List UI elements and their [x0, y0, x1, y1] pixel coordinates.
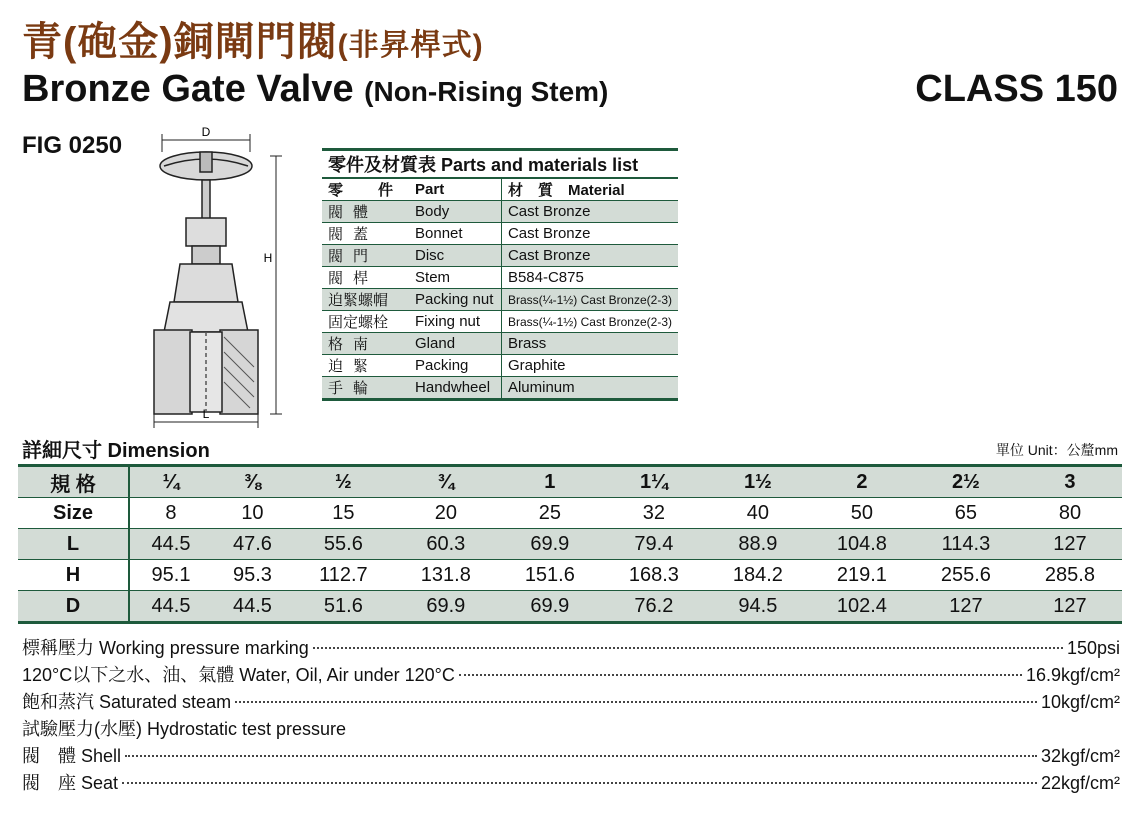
dimension-cell: ⅜: [212, 466, 293, 498]
col-material-cn: 材 質: [507, 182, 553, 199]
spec-label: 120°C以下之水、油、氣體 Water, Oil, Air under 120°C: [22, 665, 455, 685]
dimension-cell: 50: [810, 498, 914, 529]
dimension-cell: 95.1: [129, 560, 212, 591]
dimension-cell: 95.3: [212, 560, 293, 591]
dimension-cell: 219.1: [810, 560, 914, 591]
drawing-label-h: H: [263, 251, 273, 265]
part-name-cn: 閥體: [322, 201, 409, 223]
dimension-cell: 69.9: [498, 591, 602, 623]
spec-line: [22, 634, 1120, 660]
dimension-cell: 127: [1018, 591, 1122, 623]
dimension-cell: 2: [810, 466, 914, 498]
valve-drawing: [140, 122, 290, 432]
dimension-cell: 8: [129, 498, 212, 529]
spec-value: 10kgf/cm²: [1040, 692, 1120, 712]
dimension-cell: 2½: [914, 466, 1018, 498]
dimension-cell: 102.4: [810, 591, 914, 623]
parts-table-title-row: [322, 150, 678, 179]
dimension-cell: 151.6: [498, 560, 602, 591]
spec-line: [22, 688, 1120, 714]
part-material: Brass(¼-1½) Cast Bronze(2-3): [501, 311, 678, 333]
dimension-cell: 131.8: [394, 560, 498, 591]
spec-label: 標稱壓力 Working pressure marking: [22, 638, 309, 658]
dimension-cell: 25: [498, 498, 602, 529]
parts-table-header-row: [322, 178, 678, 201]
dimension-row-label: Size: [18, 498, 129, 529]
dimension-cell: 127: [914, 591, 1018, 623]
dimension-row: [18, 498, 1122, 529]
parts-row: [322, 223, 678, 245]
dimension-cell: 76.2: [602, 591, 706, 623]
unit-label: 單位 Unit：公釐mm: [995, 442, 1118, 458]
dimension-cell: 32: [602, 498, 706, 529]
dimension-cell: 1½: [706, 466, 810, 498]
dimension-title: 詳細尺寸 Dimension: [22, 440, 210, 462]
part-name-cn: 格南: [322, 333, 409, 355]
title-chinese: [22, 10, 484, 67]
dimension-cell: 127: [1018, 529, 1122, 560]
dimension-cell: 55.6: [293, 529, 394, 560]
dimension-cell: 79.4: [602, 529, 706, 560]
part-name-cn: 閥桿: [322, 267, 409, 289]
title-english-main: Bronze Gate Valve: [22, 68, 354, 110]
spec-leader: [313, 647, 1063, 649]
spec-line: [22, 661, 1120, 687]
dimension-row: [18, 466, 1122, 498]
dimension-cell: 10: [212, 498, 293, 529]
parts-row: [322, 245, 678, 267]
dimension-table: [18, 464, 1122, 624]
dimension-cell: 255.6: [914, 560, 1018, 591]
col-material: [501, 178, 678, 201]
dimension-cell: ½: [293, 466, 394, 498]
parts-row: [322, 311, 678, 333]
dimension-cell: 51.6: [293, 591, 394, 623]
title-english-sub: (Non-Rising Stem): [364, 76, 609, 107]
dimension-cell: 1: [498, 466, 602, 498]
spec-label: 閥 體 Shell: [22, 746, 122, 766]
spec-line: [22, 742, 1120, 768]
dimension-cell: 69.9: [498, 529, 602, 560]
dimension-cell: 65: [914, 498, 1018, 529]
spec-leader: [459, 674, 1022, 676]
fig-label: FIG 0250: [22, 132, 123, 159]
dimension-cell: 80: [1018, 498, 1122, 529]
dimension-cell: 184.2: [706, 560, 810, 591]
spec-label: 飽和蒸汽 Saturated steam: [22, 692, 232, 712]
dimension-row: [18, 529, 1122, 560]
parts-row: [322, 377, 678, 400]
spec-value: 16.9kgf/cm²: [1025, 665, 1120, 685]
spec-line: [22, 715, 1120, 741]
dimension-cell: 114.3: [914, 529, 1018, 560]
spec-leader: [235, 701, 1037, 703]
part-name-en: Gland: [409, 333, 501, 355]
part-name-en: Packing nut: [409, 289, 501, 311]
col-part-cn: 零 件: [322, 178, 409, 201]
title-chinese-main: 青(砲金)銅閘門閥: [22, 20, 338, 64]
part-material: Graphite: [501, 355, 678, 377]
spec-leader: [122, 782, 1037, 784]
dimension-cell: 44.5: [212, 591, 293, 623]
parts-row: [322, 333, 678, 355]
dimension-cell: 44.5: [129, 591, 212, 623]
dimension-cell: 20: [394, 498, 498, 529]
dimension-cell: 44.5: [129, 529, 212, 560]
part-material: Brass(¼-1½) Cast Bronze(2-3): [501, 289, 678, 311]
part-name-cn: 閥門: [322, 245, 409, 267]
part-name-en: Fixing nut: [409, 311, 501, 333]
dimension-cell: 168.3: [602, 560, 706, 591]
part-material: Aluminum: [501, 377, 678, 400]
dimension-table-body: [18, 466, 1122, 623]
spec-label: 試驗壓力(水壓) Hydrostatic test pressure: [22, 719, 347, 739]
drawing-label-l: L: [202, 407, 210, 421]
parts-row: [322, 201, 678, 223]
part-name-cn: 手輪: [322, 377, 409, 400]
title-chinese-sub: (非昇桿式): [337, 29, 484, 62]
part-name-cn: 迫緊螺帽: [322, 289, 409, 311]
part-material: B584-C875: [501, 267, 678, 289]
spec-value: 32kgf/cm²: [1040, 746, 1120, 766]
dimension-cell: 104.8: [810, 529, 914, 560]
spec-line: [22, 769, 1120, 795]
parts-row: [322, 267, 678, 289]
part-name-en: Packing: [409, 355, 501, 377]
dimension-row-label: 規 格: [18, 466, 129, 498]
title-english: [22, 68, 608, 111]
dimension-cell: 47.6: [212, 529, 293, 560]
class-label: CLASS 150: [915, 68, 1118, 110]
dimension-cell: 15: [293, 498, 394, 529]
part-name-cn: 閥蓋: [322, 223, 409, 245]
dimension-cell: 88.9: [706, 529, 810, 560]
drawing-label-d: D: [201, 125, 211, 139]
parts-row: [322, 355, 678, 377]
part-name-en: Bonnet: [409, 223, 501, 245]
parts-table-body: [322, 201, 678, 400]
dimension-row-label: H: [18, 560, 129, 591]
spec-leader: [125, 755, 1037, 757]
part-name-en: Handwheel: [409, 377, 501, 400]
parts-row: [322, 289, 678, 311]
part-material: Brass: [501, 333, 678, 355]
dimension-row: [18, 560, 1122, 591]
part-name-en: Disc: [409, 245, 501, 267]
dimension-cell: 40: [706, 498, 810, 529]
spec-value: 22kgf/cm²: [1040, 773, 1120, 793]
dimension-row: [18, 591, 1122, 623]
spec-label: 閥 座 Seat: [22, 773, 119, 793]
col-part-en: Part: [409, 178, 501, 201]
dimension-cell: ¼: [129, 466, 212, 498]
part-material: Cast Bronze: [501, 245, 678, 267]
dimension-cell: 69.9: [394, 591, 498, 623]
dimension-row-label: D: [18, 591, 129, 623]
col-material-en: Material: [567, 182, 625, 199]
dimension-cell: 112.7: [293, 560, 394, 591]
parts-table-title: 零件及材質表 Parts and materials list: [322, 150, 678, 179]
dimension-row-label: L: [18, 529, 129, 560]
parts-materials-table: [322, 148, 678, 401]
dimension-cell: 60.3: [394, 529, 498, 560]
dimension-cell: 285.8: [1018, 560, 1122, 591]
dimension-cell: ¾: [394, 466, 498, 498]
dimension-cell: 94.5: [706, 591, 810, 623]
spec-value: 150psi: [1066, 638, 1120, 658]
part-name-en: Stem: [409, 267, 501, 289]
part-name-cn: 迫緊: [322, 355, 409, 377]
part-name-cn: 固定螺栓: [322, 311, 409, 333]
dimension-cell: 1¼: [602, 466, 706, 498]
part-material: Cast Bronze: [501, 223, 678, 245]
part-material: Cast Bronze: [501, 201, 678, 223]
dimension-cell: 3: [1018, 466, 1122, 498]
part-name-en: Body: [409, 201, 501, 223]
